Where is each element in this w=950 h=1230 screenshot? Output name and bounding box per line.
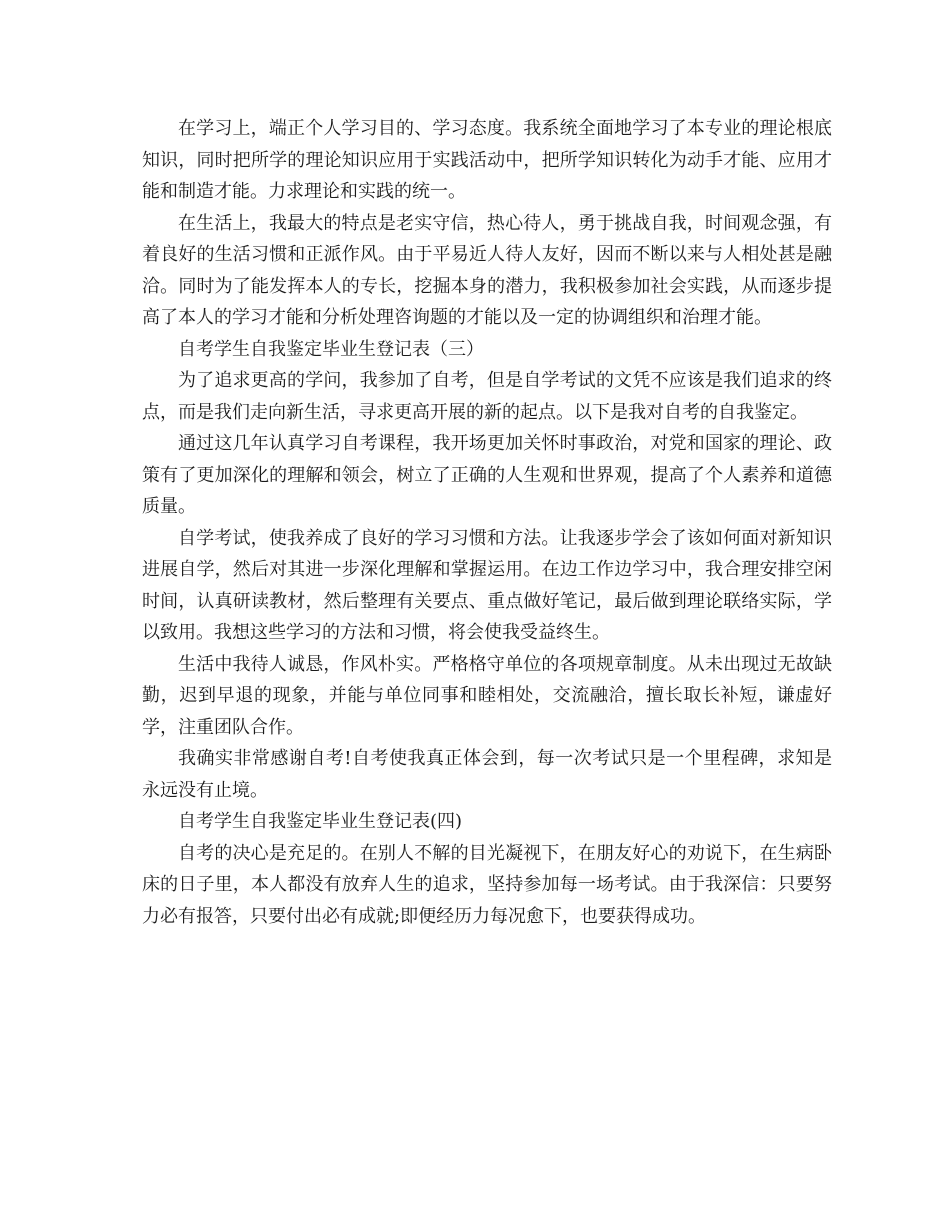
paragraph-politics: 通过这几年认真学习自考课程，我开场更加关怀时事政治，对党和国家的理论、政策有了更加深化的理解和领会，树立了正确的人生观和世界观，提高了个人素养和道德质量。 [142, 433, 832, 517]
section-heading-3: 自考学生自我鉴定毕业生登记表（三） [178, 338, 484, 360]
paragraph-resolve: 自考的决心是充足的。在别人不解的目光凝视下，在朋友好心的劝说下，在生病卧床的日子里，本人都没有放弃人生的追求，坚持参加每一场考试。由于我深信：只要努力必有报答，只要付出必有成就;即便经历力每况愈下，也要获得成功。 [142, 842, 832, 927]
paragraph-habits: 自学考试，使我养成了良好的学习习惯和方法。让我逐步学会了该如何面对新知识进展自学，然后对其进一步深化理解和掌握运用。在边工作边学习中，我合理安排空闲时间，认真研读教材，然后整理有关要点、重点做好笔记，最后做到理论联络实际，学以致用。我想这些学习的方法和习惯，将会使我受益终生。 [142, 527, 832, 643]
paragraph-intro: 为了追求更高的学问，我参加了自考，但是自学考试的文凭不应该是我们追求的终点，而是我们走向新生活，寻求更高开展的新的起点。以下是我对自考的自我鉴定。 [142, 370, 832, 423]
document-page [142, 113, 832, 932]
paragraph-life: 在生活上，我最大的特点是老实守信，热心待人，勇于挑战自我，时间观念强，有着良好的生活习惯和正派作风。由于平易近人待人友好，因而不断以来与人相处甚是融洽。同时为了能发挥本人的专长，挖掘本身的潜力，我积极参加社会实践，从而逐步提高了本人的学习才能和分析处理咨询题的才能以及一定的协调组织和治理才能。 [142, 212, 832, 328]
paragraph-study: 在学习上，端正个人学习目的、学习态度。我系统全面地学习了本专业的理论根底知识，同时把所学的理论知识应用于实践活动中，把所学知识转化为动手才能、应用才能和制造才能。力求理论和实践的统一。 [142, 118, 832, 202]
paragraph-conduct: 生活中我待人诚恳，作风朴实。严格格守单位的各项规章制度。从未出现过无故缺勤，迟到早退的现象，并能与单位同事和睦相处，交流融洽，擅长取长补短，谦虚好学，注重团队合作。 [142, 653, 832, 738]
paragraph-thanks: 我确实非常感谢自考!自考使我真正体会到，每一次考试只是一个里程碑，求知是永远没有止境。 [142, 748, 832, 801]
section-heading-4: 自考学生自我鉴定毕业生登记表(四) [178, 811, 463, 832]
